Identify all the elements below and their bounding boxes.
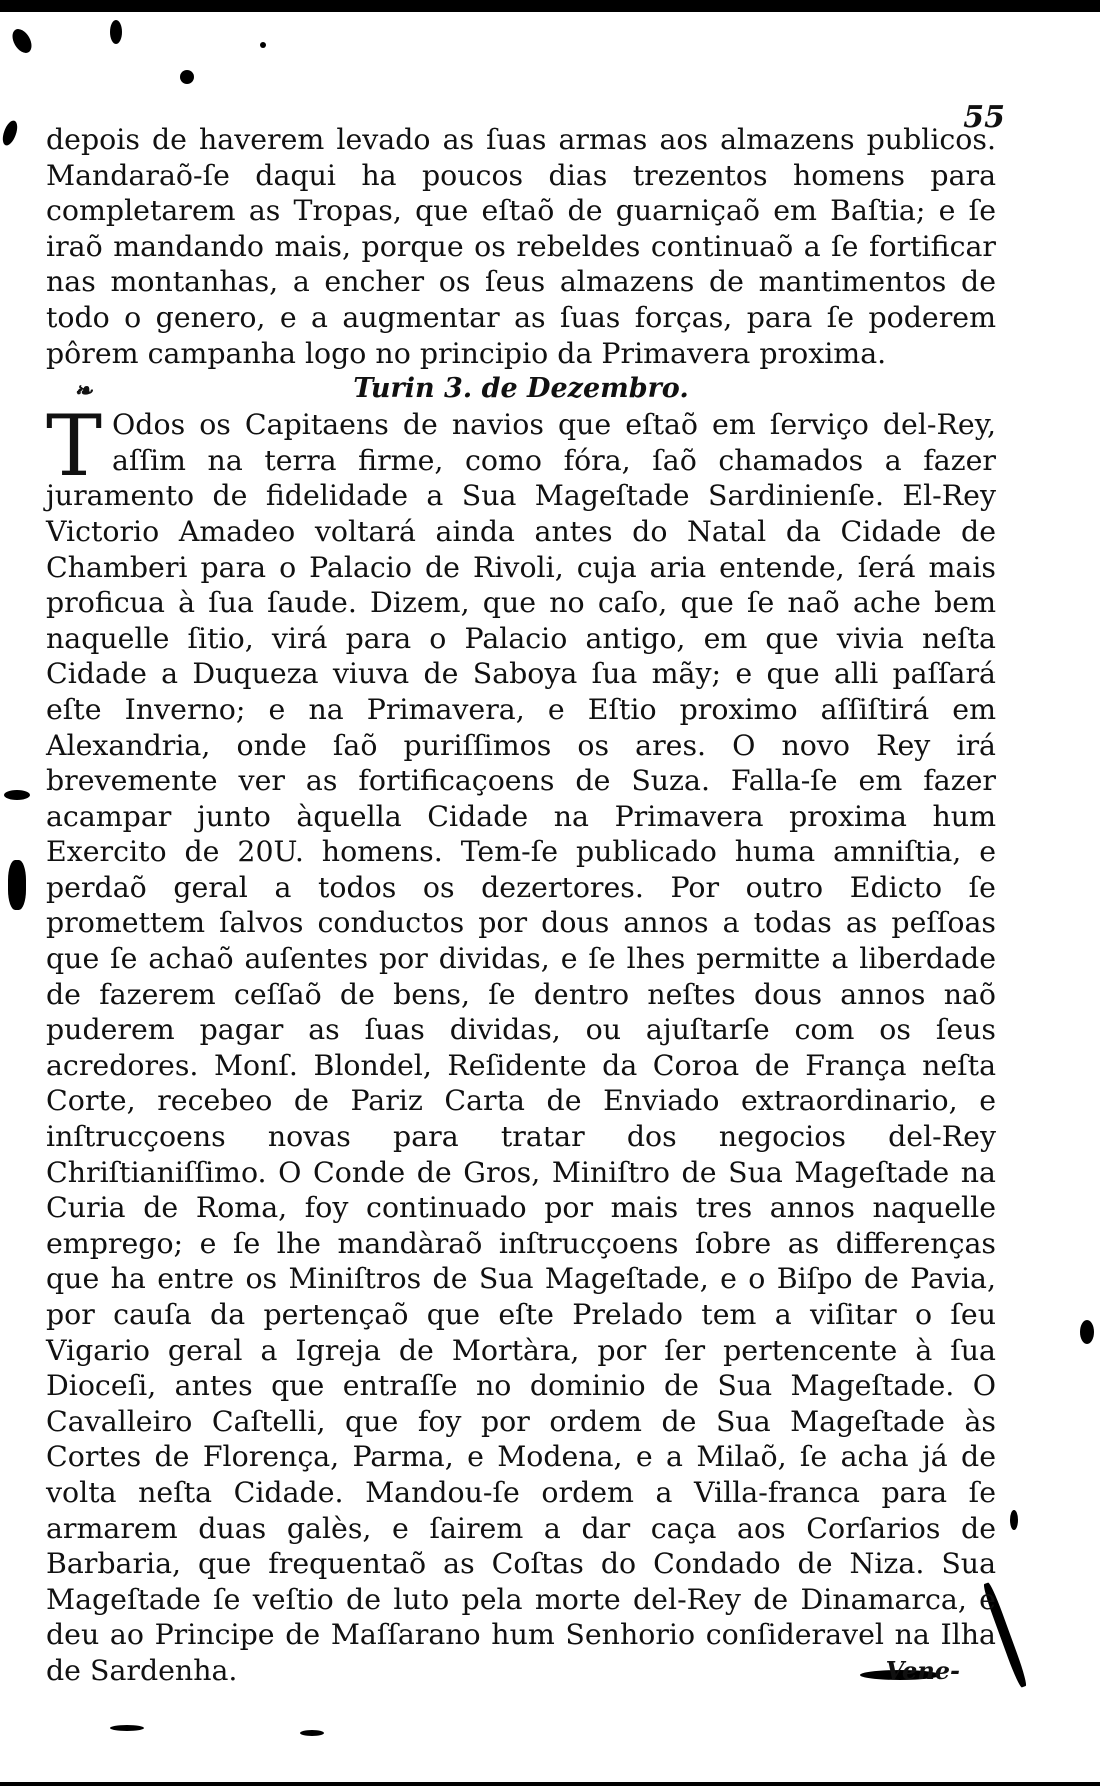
scan-speck: [110, 20, 122, 44]
scan-speck: [4, 790, 30, 800]
scan-speck: [300, 1730, 324, 1736]
article-paragraph: [46, 397, 996, 1688]
article-text: Odos os Capitaens de navios que eſtaõ em ſerviço del-Rey, aſſim na terra firme, como fóra, ſaõ chamados a fazer juramento de fidelidade a Sua Mageſtade Sardinienſe. El-Rey Victorio Amadeo voltará ainda antes do Natal da Cidade de Chamberi para o Palacio de Rivoli, cuja aria entende, ſerá mais proficua à ſua ſaude. Dizem, que no caſo, que ſe naõ ache bem naquelle ſitio, virá para o Palacio antigo, em que vivia neſta Cidade a Duqueza viuva de Saboya ſua mãy; e que alli paſſará eſte Inverno; e na Primavera, e Eſtio proximo aſſiſtirá em Alexandria, onde ſaõ puriſſimos os ares. O novo Rey irá brevemente ver as fortificaçoens de Suza. Falla-ſe em fazer acampar junto àquella Cidade na Primavera proxima hum Exercito de 20U. homens. Tem-ſe publicado huma amniſtia, e perdaõ geral a todos os dezertores. Por outro Edicto ſe promettem ſalvos conductos por dous annos a todas as peſſoas que ſe achaõ auſentes por dividas, e ſe lhes permitte a liberdade de fazerem ceſſaõ de bens, ſe dentro neſtes dous annos naõ puderem pagar as ſuas dividas, ou ajuſtarſe com os ſeus acredores. Monſ. Blondel, Reſidente da Coroa de França neſta Corte, recebeo de Pariz Carta de Enviado extraordinario, e inſtrucçoens novas para tratar dos negocios del-Rey Chriſtianiſſimo. O Conde de Gros, Miniſtro de Sua Mageſtade na Curia de Roma, foy continuado por mais tres annos naquelle emprego; e ſe lhe mandàraõ inſtrucçoens ſobre as differenças que ha entre os Miniſtros de Sua Mageſtade, e o Biſpo de Pavia, por cauſa da pertençaõ que eſte Prelado tem a viſitar o ſeu Vigario geral a Igreja de Mortàra, por ſer pertencente à ſua Dioceſi, antes que entraſſe no dominio de Sua Mageſtade. O Cavalleiro Caſtelli, que foy por ordem de Sua Mageſtade às Cortes de Florença, Parma, e Modena, e a Milaõ, ſe acha já de volta neſta Cidade. Mandou-ſe ordem a Villa-franca para ſe armarem duas galès, e ſairem a dar caça aos Corſarios de Barbaria, que frequentaõ as Coſtas do Condado de Niza. Sua Mageſtade ſe veſtio de luto pela morte del-Rey de Dinamarca, e deu ao Principe de Maſſarano hum Senhorio conſideravel na Ilha de Sardenha.: [46, 408, 996, 1687]
scan-speck: [0, 119, 20, 148]
scan-speck: [180, 70, 194, 84]
catchword: Vene-: [885, 1656, 960, 1685]
scan-top-border: [0, 0, 1100, 12]
dateline-text: Turin 3. de Dezembro.: [353, 373, 689, 405]
drop-cap: T: [46, 397, 103, 496]
page-number: 55: [963, 100, 1005, 135]
scan-speck: [110, 1725, 144, 1731]
scan-speck: [1010, 1510, 1018, 1530]
scan-speck: [8, 860, 26, 910]
scan-bottom-border: [0, 1782, 1100, 1786]
scan-speck: [1080, 1320, 1094, 1344]
scan-speck: [9, 26, 36, 57]
text-column: [46, 122, 996, 1689]
ornament-icon: ❧: [74, 378, 93, 405]
opening-paragraph: depois de haverem levado as ſuas armas aos almazens publicos. Mandaraõ-ſe daqui ha poucos dias trezentos homens para completarem as Tropas, que eſtaõ de guarniçaõ em Baſtia; e ſe iraõ mandando mais, porque os rebeldes continuaõ a ſe fortificar nas montanhas, a encher os ſeus almazens de mantimentos de todo o genero, e a augmentar as ſuas forças, para ſe poderem pôrem campanha logo no principio da Primavera proxima.: [46, 123, 996, 370]
scan-speck: [260, 42, 266, 48]
dateline: [46, 371, 996, 407]
